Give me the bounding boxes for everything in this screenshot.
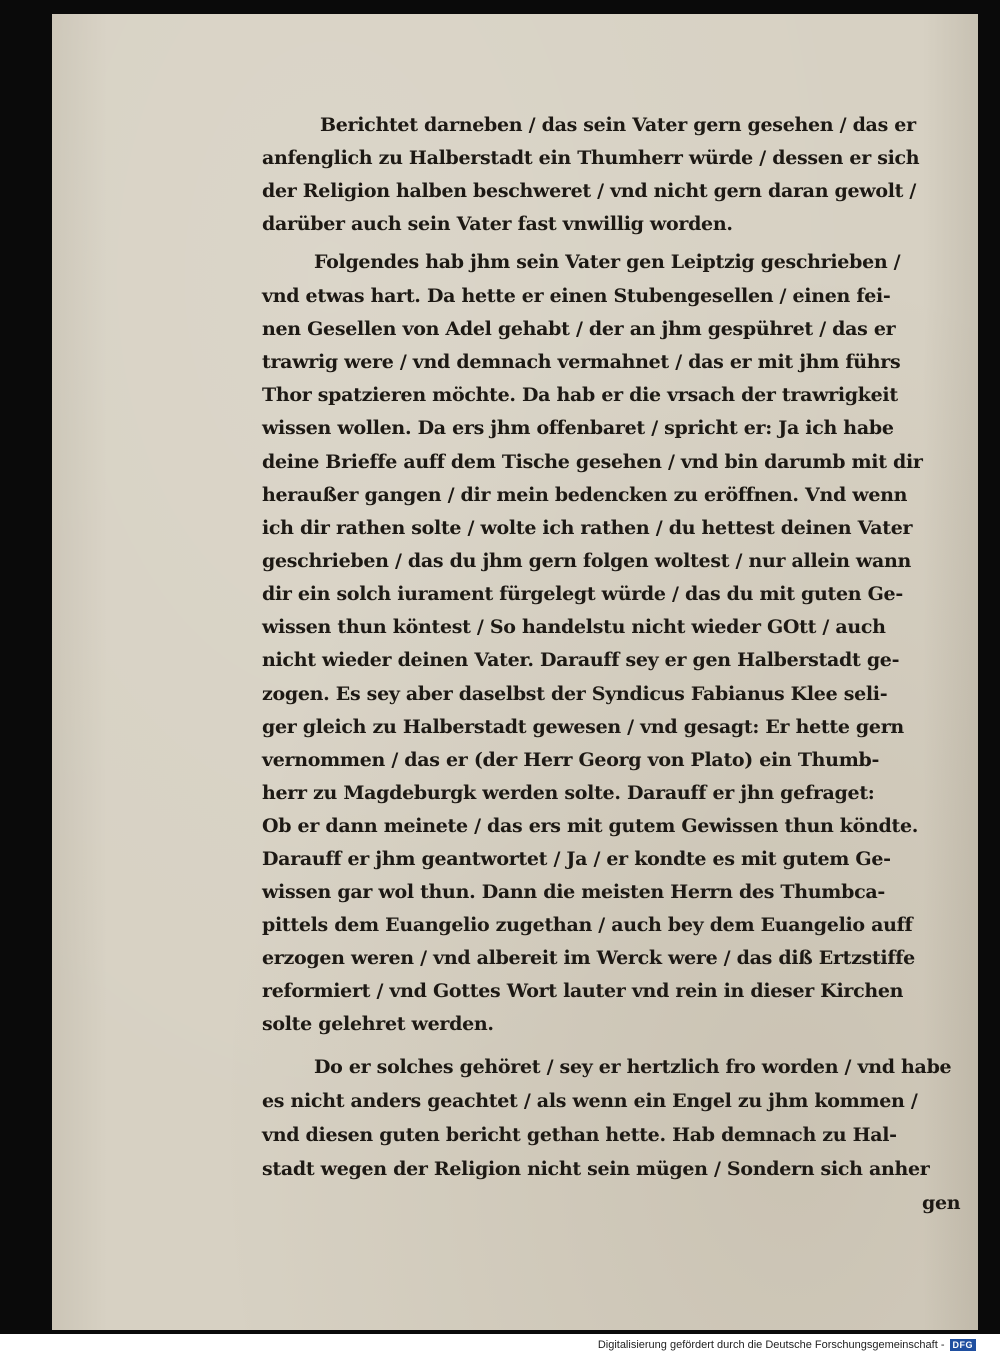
text-line: trawrig were / vnd demnach vermahnet / das er mit jhm führs: [262, 351, 901, 373]
text-line: herr zu Magdeburgk werden solte. Darauff er jhn gefraget:: [262, 782, 875, 804]
text-line: anfenglich zu Halberstadt ein Thumherr würde / dessen er sich: [262, 147, 920, 169]
text-line: Darauff er jhm geantwortet / Ja / er kondte es mit gutem Ge-: [262, 848, 891, 870]
text-line: wissen gar wol thun. Dann die meisten Herrn des Thumbca-: [262, 881, 885, 903]
text-line: Ob er dann meinete / das ers mit gutem Gewissen thun köndte.: [262, 815, 919, 837]
text-line: Folgendes hab jhm sein Vater gen Leiptzig geschrieben /: [314, 251, 901, 273]
text-line: pittels dem Euangelio zugethan / auch bey dem Euangelio auff: [262, 914, 913, 936]
dfg-logo: DFG: [950, 1339, 977, 1351]
text-line: ger gleich zu Halberstadt gewesen / vnd gesagt: Er hette gern: [262, 716, 904, 738]
text-line: deine Brieffe auff dem Tische gesehen / vnd bin darumb mit dir: [262, 451, 923, 473]
text-line: erzogen weren / vnd albereit im Werck were / das diß Ertzstiffe: [262, 947, 915, 969]
digitization-footer: [598, 1337, 976, 1353]
text-line: vernommen / das er (der Herr Georg von Plato) ein Thumb-: [262, 749, 880, 771]
text-line: reformiert / vnd Gottes Wort lauter vnd rein in dieser Kirchen: [262, 980, 904, 1002]
book-page: [52, 14, 978, 1330]
text-line: nicht wieder deinen Vater. Darauff sey er gen Halberstadt ge-: [262, 649, 900, 671]
text-line: darüber auch sein Vater fast vnwillig worden.: [262, 213, 733, 235]
text-line: dir ein solch iurament fürgelegt würde / das du mit guten Ge-: [262, 583, 903, 605]
footer-credit: Digitalisierung gefördert durch die Deutsche Forschungsgemeinschaft -: [597, 1339, 945, 1351]
text-line: nen Gesellen von Adel gehabt / der an jhm gespühret / das er: [262, 318, 896, 340]
text-line: Do er solches gehöret / sey er hertzlich fro worden / vnd habe: [314, 1056, 952, 1078]
catchword: gen: [922, 1192, 961, 1214]
text-line: Berichtet darneben / das sein Vater gern gesehen / das er: [320, 114, 916, 136]
text-line: vnd etwas hart. Da hette er einen Stubengesellen / einen fei-: [262, 285, 891, 307]
text-line: stadt wegen der Religion nicht sein mügen / Sondern sich anher: [262, 1158, 930, 1180]
text-line: wissen thun köntest / So handelstu nicht wieder GOtt / auch: [262, 616, 886, 638]
text-line: geschrieben / das du jhm gern folgen woltest / nur allein wann: [262, 550, 912, 572]
text-line: Thor spatzieren möchte. Da hab er die vrsach der trawrigkeit: [262, 384, 898, 406]
text-line: zogen. Es sey aber daselbst der Syndicus Fabianus Klee seli-: [262, 683, 888, 705]
text-line: wissen wollen. Da ers jhm offenbaret / spricht er: Ja ich habe: [262, 417, 894, 439]
text-line: solte gelehret werden.: [262, 1013, 494, 1035]
text-line: der Religion halben beschweret / vnd nicht gern daran gewolt /: [262, 180, 917, 202]
text-line: ich dir rathen solte / wolte ich rathen / du hettest deinen Vater: [262, 517, 913, 539]
text-line: vnd diesen guten bericht gethan hette. Hab demnach zu Hal-: [262, 1124, 897, 1146]
text-line: heraußer gangen / dir mein bedencken zu eröffnen. Vnd wenn: [262, 484, 908, 506]
text-line: es nicht anders geachtet / als wenn ein Engel zu jhm kommen /: [262, 1090, 918, 1112]
